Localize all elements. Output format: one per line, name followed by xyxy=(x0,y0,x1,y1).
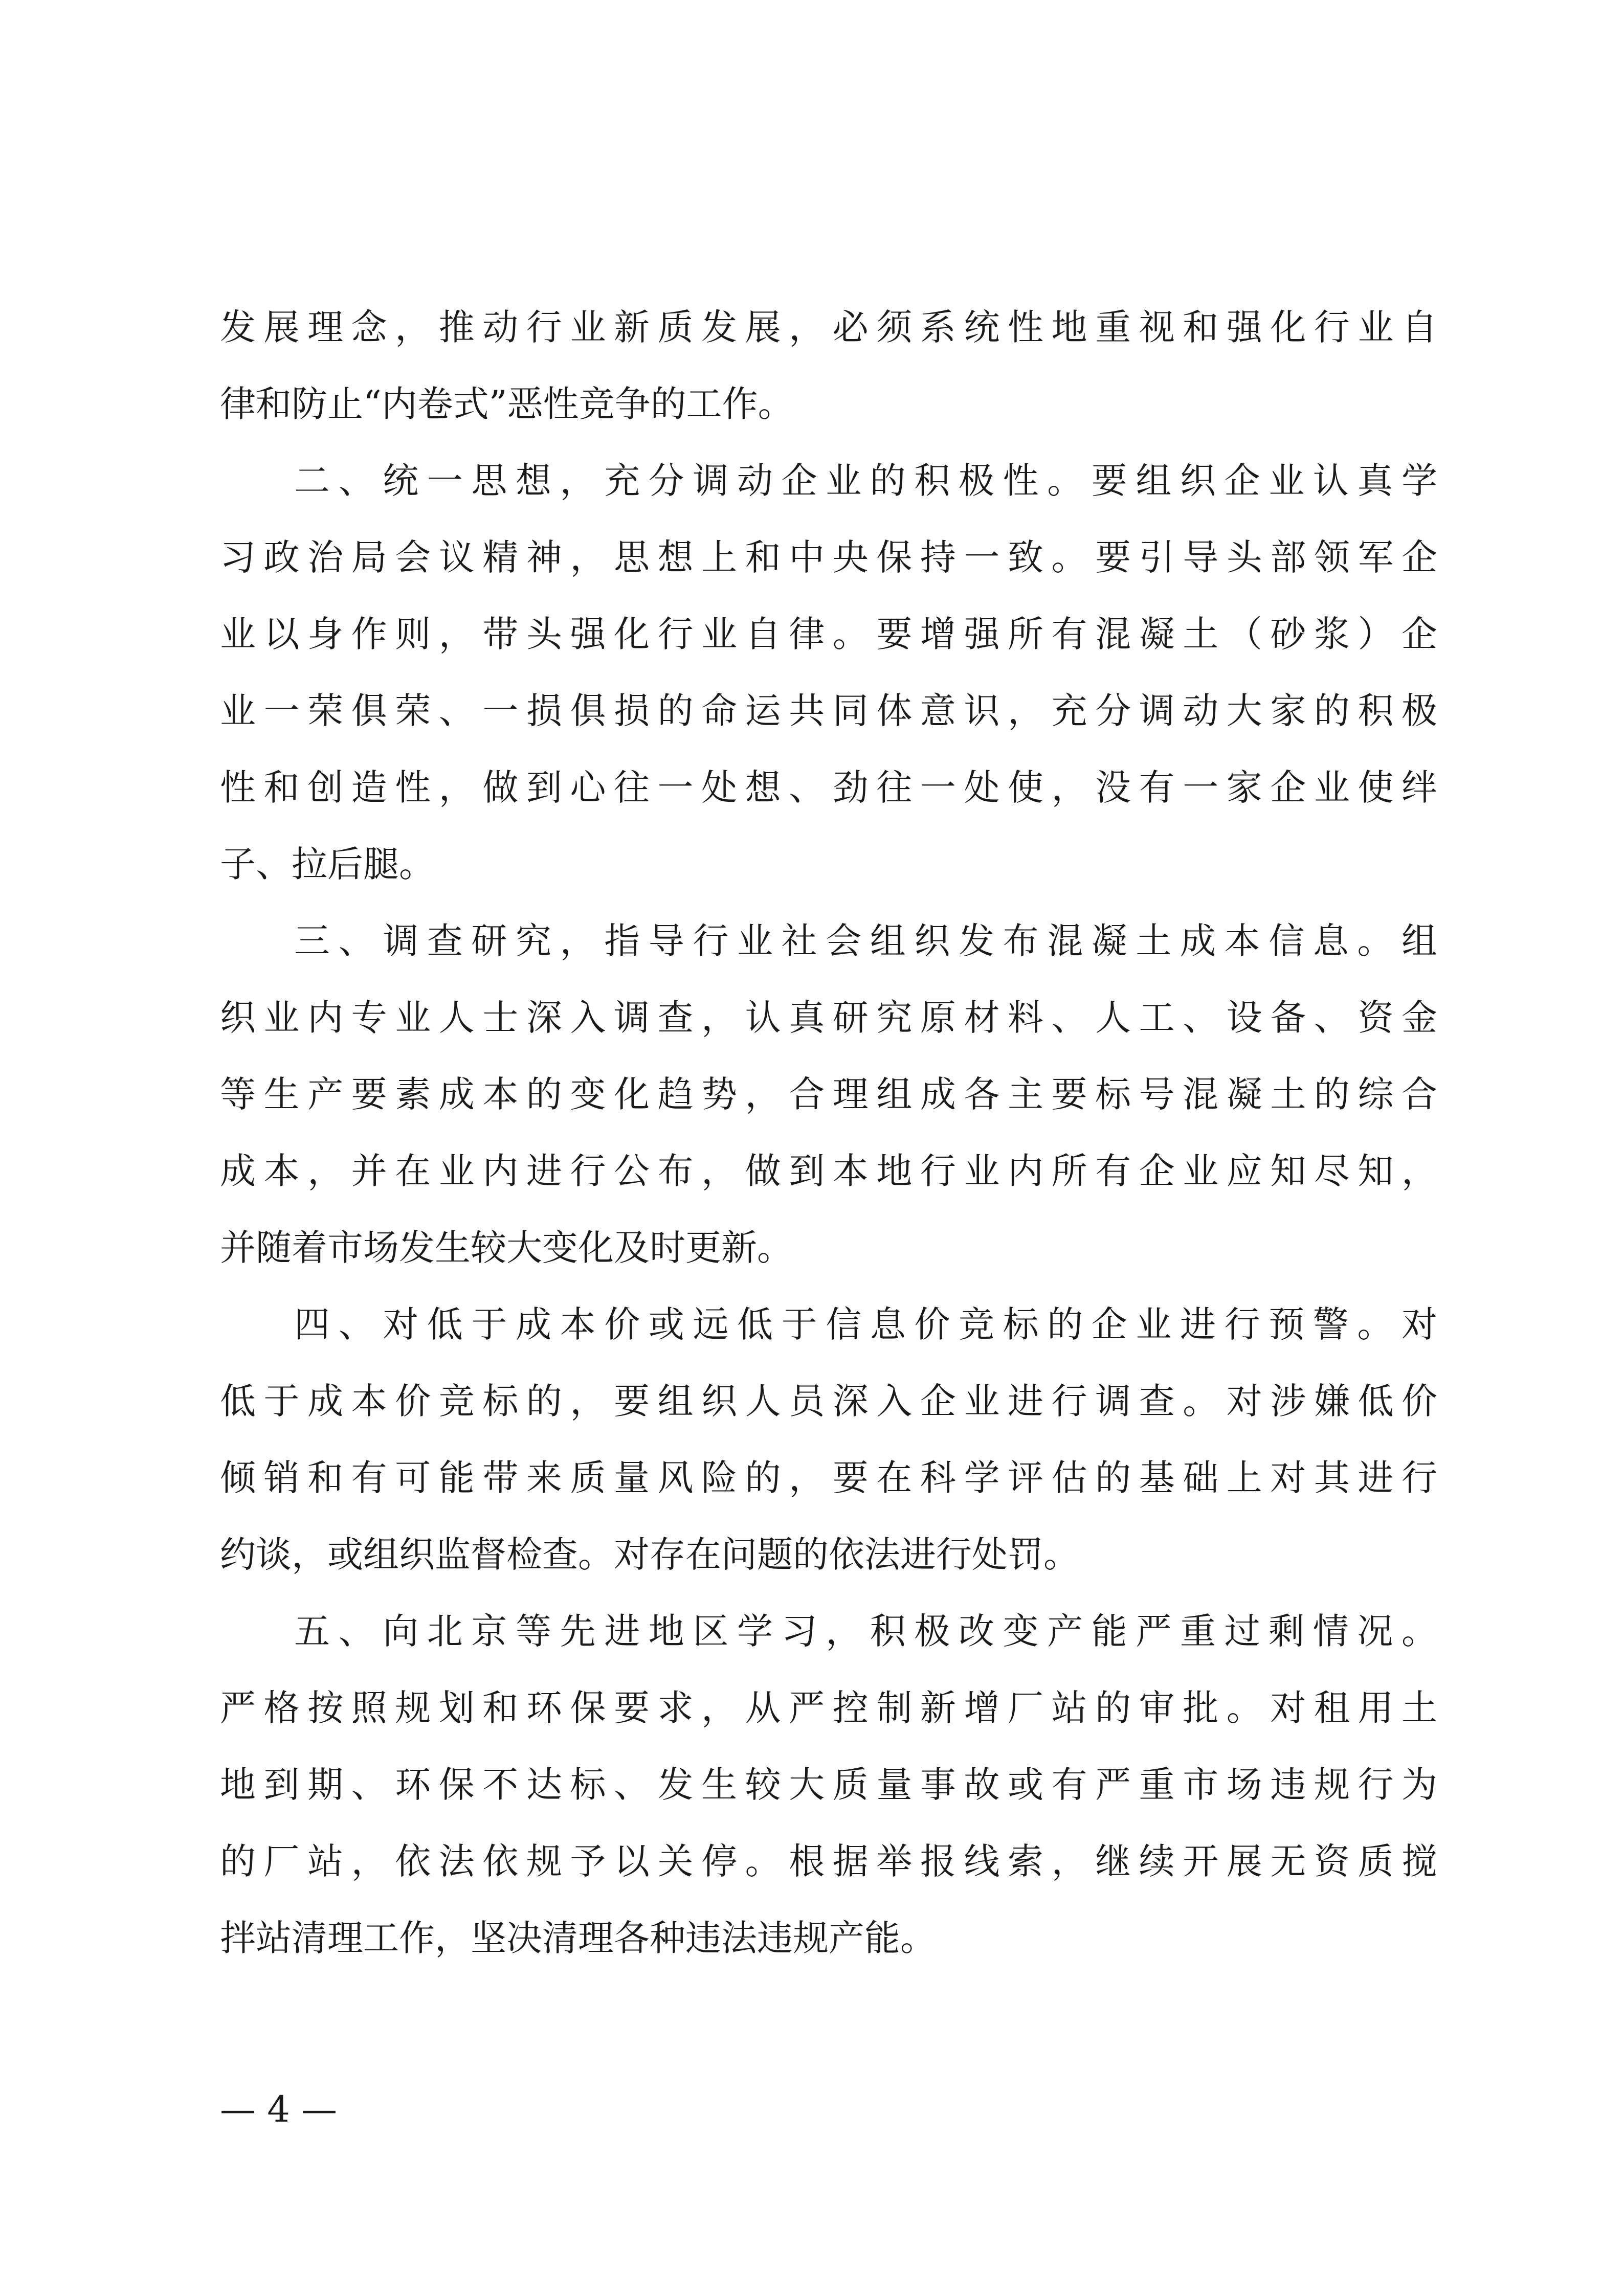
paragraph-start-line: 四、对低于成本价或远低于信息价竞标的企业进行预警。对 xyxy=(294,1303,1437,1345)
text-line: 发展理念，推动行业新质发展，必须系统性地重视和强化行业自 xyxy=(220,306,1437,348)
paragraph-start-line: 三、调查研究，指导行业社会组织发布混凝土成本信息。组 xyxy=(294,920,1437,962)
paragraph-start-line: 二、统一思想，充分调动企业的积极性。要组织企业认真学 xyxy=(294,460,1437,502)
text-line: 习政治局会议精神，思想上和中央保持一致。要引导头部领军企 xyxy=(220,536,1437,578)
text-line: 性和创造性，做到心往一处想、劲往一处使，没有一家企业使绊 xyxy=(220,767,1437,808)
page-number: — 4 — xyxy=(220,2088,338,2130)
text-line: 业一荣俱荣、一损俱损的命运共同体意识，充分调动大家的积极 xyxy=(220,690,1437,732)
text-line: 织业内专业人士深入调查，认真研究原材料、人工、设备、资金 xyxy=(220,997,1437,1039)
text-line: 地到期、环保不达标、发生较大质量事故或有严重市场违规行为 xyxy=(220,1764,1437,1806)
text-line: 的厂站，依法依规予以关停。根据举报线索，继续开展无资质搅 xyxy=(220,1840,1437,1882)
text-line: 并随着市场发生较大变化及时更新。 xyxy=(220,1227,793,1269)
text-line: 拌站清理工作，坚决清理各种违法违规产能。 xyxy=(220,1917,936,1959)
text-line: 律和防止“内卷式”恶性竞争的工作。 xyxy=(220,383,794,425)
text-line: 严格按照规划和环保要求，从严控制新增厂站的审批。对租用土 xyxy=(220,1687,1437,1729)
paragraph-start-line: 五、向北京等先进地区学习，积极改变产能严重过剩情况。 xyxy=(294,1610,1437,1652)
text-line: 约谈，或组织监督检查。对存在问题的依法进行处罚。 xyxy=(220,1534,1079,1575)
text-line: 等生产要素成本的变化趋势，合理组成各主要标号混凝土的综合 xyxy=(220,1073,1437,1115)
text-line: 低于成本价竞标的，要组织人员深入企业进行调查。对涉嫌低价 xyxy=(220,1380,1437,1422)
text-line: 业以身作则，带头强化行业自律。要增强所有混凝土（砂浆）企 xyxy=(220,613,1437,655)
text-line: 成本，并在业内进行公布，做到本地行业内所有企业应知尽知， xyxy=(220,1150,1437,1192)
text-line: 子、拉后腿。 xyxy=(220,843,435,885)
body-text xyxy=(220,289,1437,1976)
text-line: 倾销和有可能带来质量风险的，要在科学评估的基础上对其进行 xyxy=(220,1457,1437,1499)
